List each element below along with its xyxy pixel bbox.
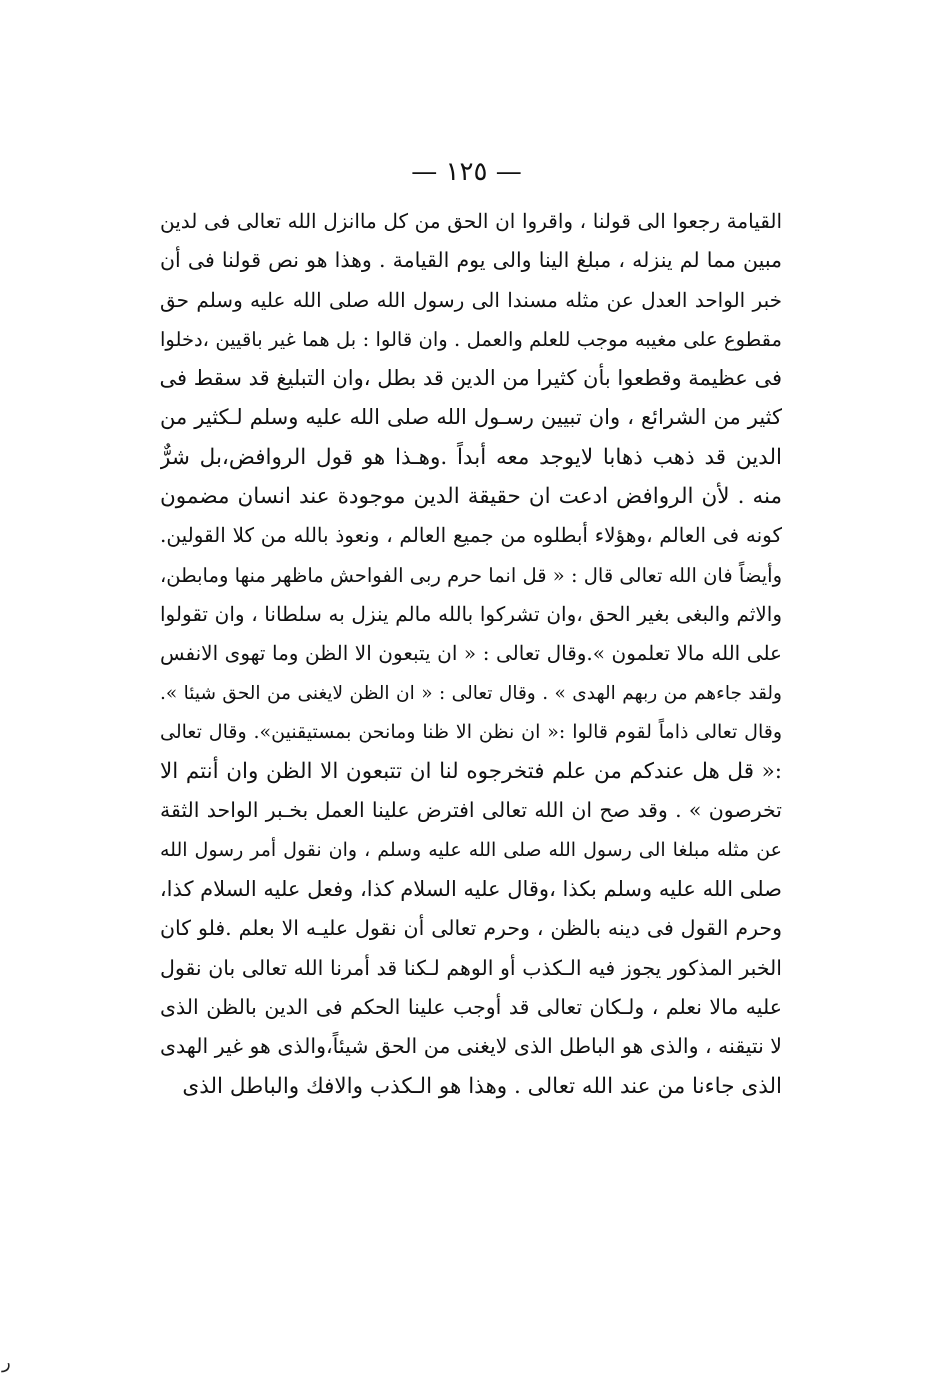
text-line: الذى جاءنا من عند الله تعالى . وهذا هو الـكذب والافك والباطل الذى bbox=[182, 1073, 782, 1099]
text-line: :« قل هل عندكم من علم فتخرجوه لنا ان تتبعون الا الظن وان أنتم الا bbox=[160, 759, 782, 785]
text-line: وقال تعالى ذاماً لقوم قالوا :« ان نظن الا ظنا ومانحن بمستيقنين». وقال تعالى bbox=[160, 720, 782, 743]
text-line: عن مثله مبلغا الى رسول الله صلى الله عليه وسلم ، وان نقول أمر رسول الله bbox=[160, 838, 782, 861]
text-line: وحرم القول فى دينه بالظن ، وحرم تعالى أن نقول عليـه الا بعلم .فلو كان bbox=[160, 916, 782, 941]
text-line: صلى الله عليه وسلم بكذا ،وقال عليه السلام كذا، وفعل عليه السلام كذا، bbox=[160, 877, 782, 902]
margin-mark: ﺭ bbox=[2, 1352, 11, 1373]
text-line: كونه فى العالم ،وهؤلاء أبطلوه من جميع العالم ، ونعوذ بالله من كلا القولين. bbox=[160, 523, 782, 548]
page-number: — ١٢٥ — bbox=[411, 157, 522, 187]
text-line: ولقد جاءهم من ربهم الهدى » . وقال تعالى : « ان الظن لايغنى من الحق شيئا ». bbox=[160, 682, 782, 704]
text-line: تخرصون » . وقد صح ان الله تعالى افترض علينا العمل بخـبر الواحد الثقة bbox=[160, 798, 782, 823]
text-line: كثير من الشرائع ، وان تبيين رسـول الله صلى الله عليه وسلم لـكثير من bbox=[160, 405, 782, 430]
body-text bbox=[160, 202, 782, 1106]
text-line: وأيضاً فان الله تعالى قال : « قل انما حرم ربى الفواحش ماظهر منها ومابطن، bbox=[160, 563, 782, 587]
text-line: عليه مالا نعلم ، ولـكان تعالى قد أوجب علينا الحكم فى الدين بالظن الذى bbox=[160, 994, 782, 1019]
text-line: على الله مالا تعلمون ».وقال تعالى : « ان يتبعون الا الظن وما تهوى الانفس bbox=[160, 641, 782, 666]
text-line: فى عظيمة وقطعوا بأن كثيرا من الدين قد بطل ،وان التبليغ قد سقط فى bbox=[160, 366, 782, 391]
text-line: لا نتيقنه ، والذى هو الباطل الذى لايغنى من الحق شيئاً،والذى هو غير الهدى bbox=[160, 1034, 782, 1059]
text-line: منه . لأن الروافض ادعت ان حقيقة الدين موجودة عند انسان مضمون bbox=[160, 484, 782, 510]
text-line: الخبر المذكور يجوز فيه الـكذب أو الوهم لـكنا قد أمرنا الله تعالى بان نقول bbox=[160, 955, 782, 980]
text-line: القيامة رجعوا الى قولنا ، واقروا ان الحق من كل ماانزل الله تعالى فى لدين bbox=[160, 209, 782, 233]
text-line: الدين قد ذهب ذهابا لايوجد معه أبداً .وهـذا هو قول الروافض،بل شرٌّ bbox=[160, 444, 782, 470]
text-line: خبر الواحد العدل عن مثله مسندا الى رسول الله صلى الله عليه وسلم حق bbox=[160, 287, 782, 312]
text-line: مبين مما لم ينزله ، مبلغ الينا والى يوم القيامة . وهذا هو نص قولنا فى أن bbox=[160, 248, 782, 273]
text-line: مقطوع على مغيبه موجب للعلم والعمل . وان قالوا : بل هما غير باقيين ،دخلوا bbox=[160, 327, 782, 351]
text-line: والاثم والبغى بغير الحق ،وان تشركوا بالله مالم ينزل به سلطانا ، وان تقولوا bbox=[160, 601, 782, 626]
